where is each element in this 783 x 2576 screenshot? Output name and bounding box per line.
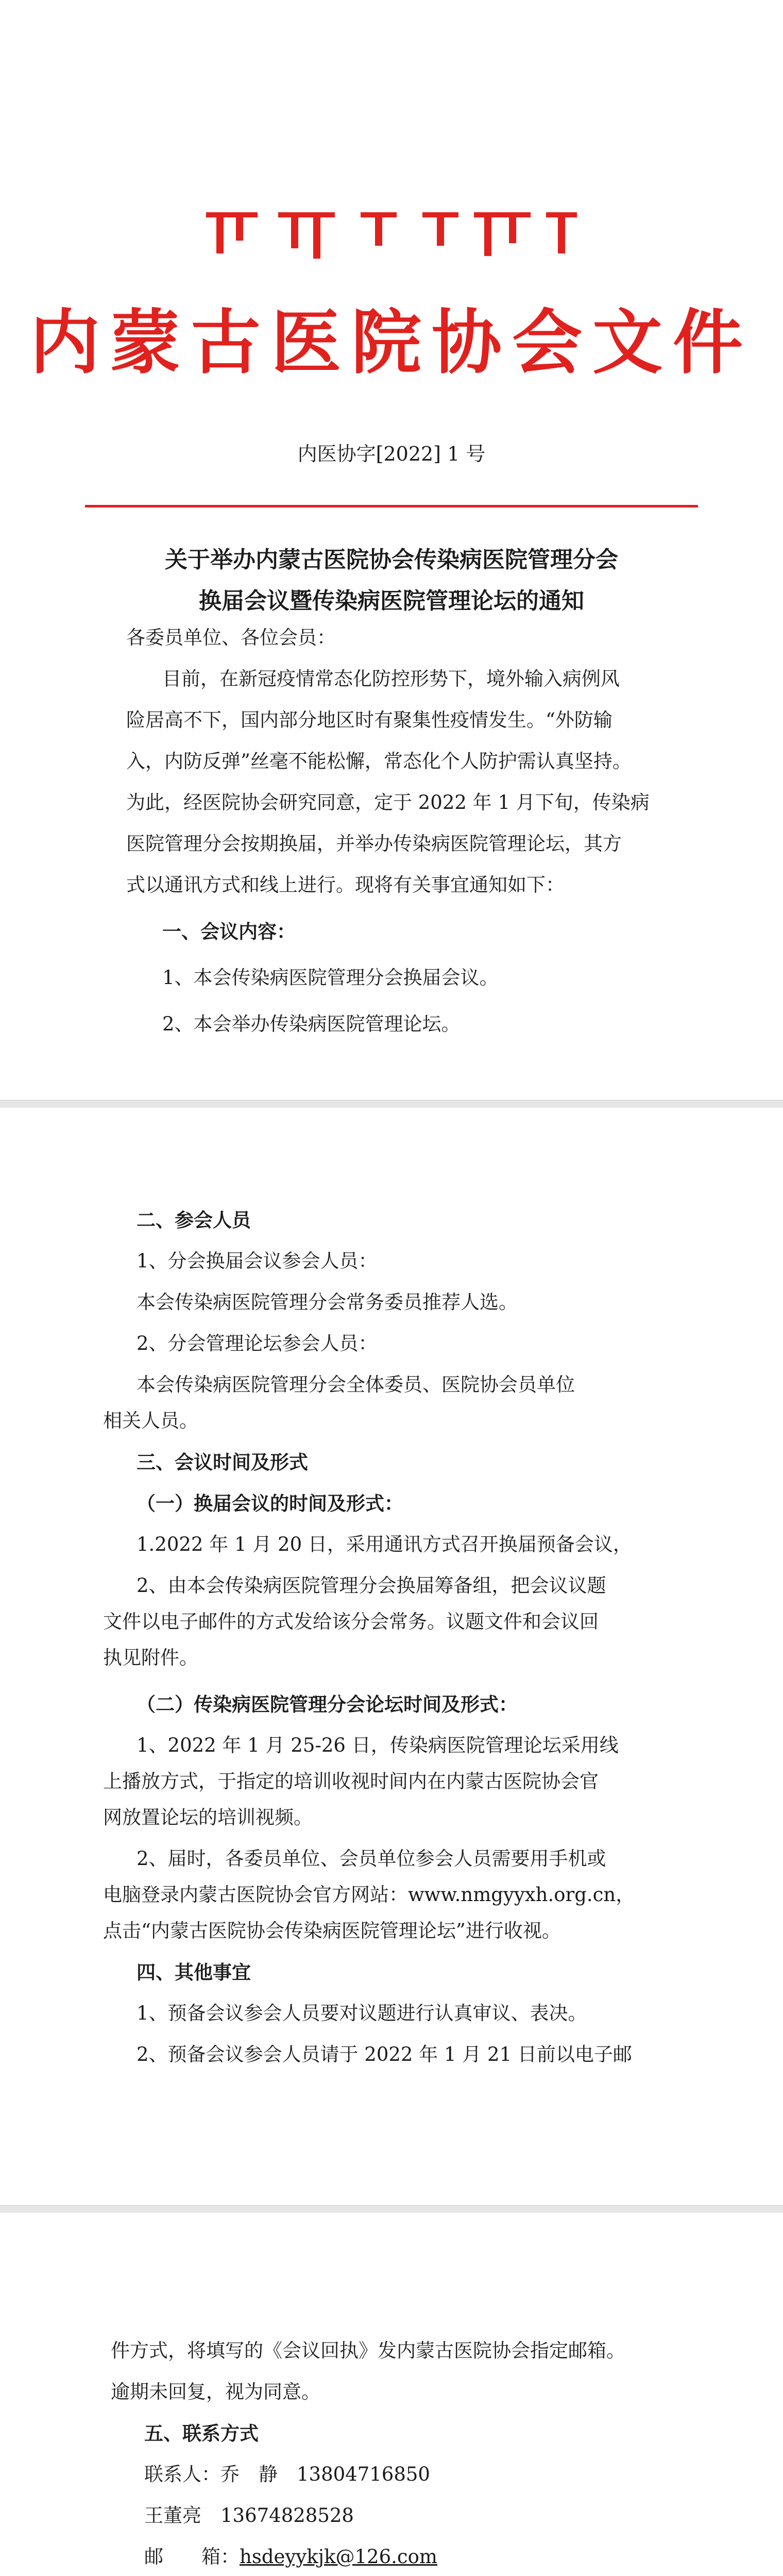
section3-part2-item: 电脑登录内蒙古医院协会官方网站：www.nmgyyxh.org.cn，: [103, 1884, 635, 1906]
section3-part1-item: 2、由本会传染病医院管理分会换届筹备组，把会议议题: [137, 1574, 606, 1597]
section3-part2-item: 1、2022 年 1 月 25-26 日，传染病医院管理论坛采用线: [137, 1734, 619, 1756]
section4-item: 2、预备会议参会人员请于 2022 年 1 月 21 日前以电子邮: [137, 2043, 632, 2065]
page-separator: [0, 2205, 783, 2213]
section4-item-cont: 逾期未回复，视为同意。: [111, 2381, 320, 2403]
doc-title-line1: 关于举办内蒙古医院协会传染病医院管理分会: [165, 547, 618, 573]
section3-part1-item: 文件以电子邮件的方式发给该分会常务。议题文件和会议回: [103, 1611, 599, 1633]
section4-item-cont: 件方式，将填写的《会议回执》发内蒙古医院协会指定邮箱。: [111, 2340, 625, 2362]
intro-line: 为此，经医院协会研究同意，定于 2022 年 1 月下旬，传染病: [126, 791, 650, 814]
section4-heading: 四、其他事宜: [137, 1961, 251, 1984]
section1-heading: 一、会议内容：: [162, 920, 296, 943]
section3-heading: 三、会议时间及形式: [137, 1451, 308, 1473]
section3-part1-item: 1.2022 年 1 月 20 日，采用通讯方式召开换届预备会议，: [137, 1533, 632, 1555]
section2-heading: 二、参会人员: [137, 1209, 251, 1231]
contact-person: 联系人：乔 静 13804716850: [144, 2463, 430, 2485]
section3-part2-item: 上播放方式，于指定的培训收视时间内在内蒙古医院协会官: [103, 1770, 599, 1792]
org-title: 内蒙古医院协会文件: [30, 301, 753, 384]
section2-sub2-text: 相关人员。: [103, 1410, 198, 1432]
intro-line: 入，内防反弹”丝毫不能松懈，常态化个人防护需认真坚持。: [126, 750, 632, 772]
page-3: [0, 2213, 783, 2576]
mongolian-title: [0, 206, 783, 263]
section2-sub1-text: 本会传染病医院管理分会常务委员推荐人选。: [137, 1291, 518, 1313]
section1-item: 1、本会传染病医院管理分会换届会议。: [162, 967, 499, 989]
intro-line: 式以通讯方式和线上进行。现将有关事宜通知如下：: [126, 874, 565, 896]
section1-item: 2、本会举办传染病医院管理论坛。: [162, 1013, 461, 1035]
section2-sub1: 1、分会换届会议参会人员：: [137, 1250, 378, 1272]
page-separator: [0, 1100, 783, 1108]
email-row: [144, 2543, 437, 2571]
intro-line: 目前，在新冠疫情常态化防控形势下，境外输入病例风: [162, 668, 620, 690]
red-divider: [85, 505, 698, 507]
intro-line: 险居高不下，国内部分地区时有聚集性疫情发生。“外防输: [126, 709, 612, 731]
section3-part2-item: 网放置论坛的培训视频。: [103, 1806, 313, 1828]
section3-part2-heading: （二）传染病医院管理分会论坛时间及形式：: [137, 1693, 518, 1716]
section2-sub2-text: 本会传染病医院管理分会全体委员、医院协会员单位: [137, 1374, 575, 1396]
intro-line: 医院管理分会按期换届，并举办传染病医院管理论坛，其方: [126, 833, 622, 855]
email-link[interactable]: hsdeyykjk@126.com: [240, 2546, 437, 2568]
contact-person: 王董亮 13674828528: [144, 2504, 354, 2527]
mongolian-script-graphic: [196, 206, 587, 263]
doc-number: 内医协字[2022] 1 号: [297, 443, 486, 465]
section3-part2-item: 点击“内蒙古医院协会传染病医院管理论坛”进行收视。: [103, 1920, 561, 1942]
doc-title-line2: 换届会议暨传染病医院管理论坛的通知: [199, 588, 584, 614]
salutation: 各委员单位、各位会员：: [126, 626, 336, 649]
section3-part1-item: 执见附件。: [103, 1647, 198, 1669]
page-1: [0, 0, 783, 1100]
section2-sub2: 2、分会管理论坛参会人员：: [137, 1332, 378, 1354]
page-2: [0, 1108, 783, 2205]
section4-item: 1、预备会议参会人员要对议题进行认真审议、表决。: [137, 2002, 587, 2024]
email-label: 邮 箱：: [144, 2546, 240, 2568]
section3-part2-item: 2、届时，各委员单位、会员单位参会人员需要用手机或: [137, 1848, 606, 1870]
section5-heading: 五、联系方式: [144, 2422, 259, 2445]
section3-part1-heading: （一）换届会议的时间及形式：: [137, 1492, 403, 1515]
